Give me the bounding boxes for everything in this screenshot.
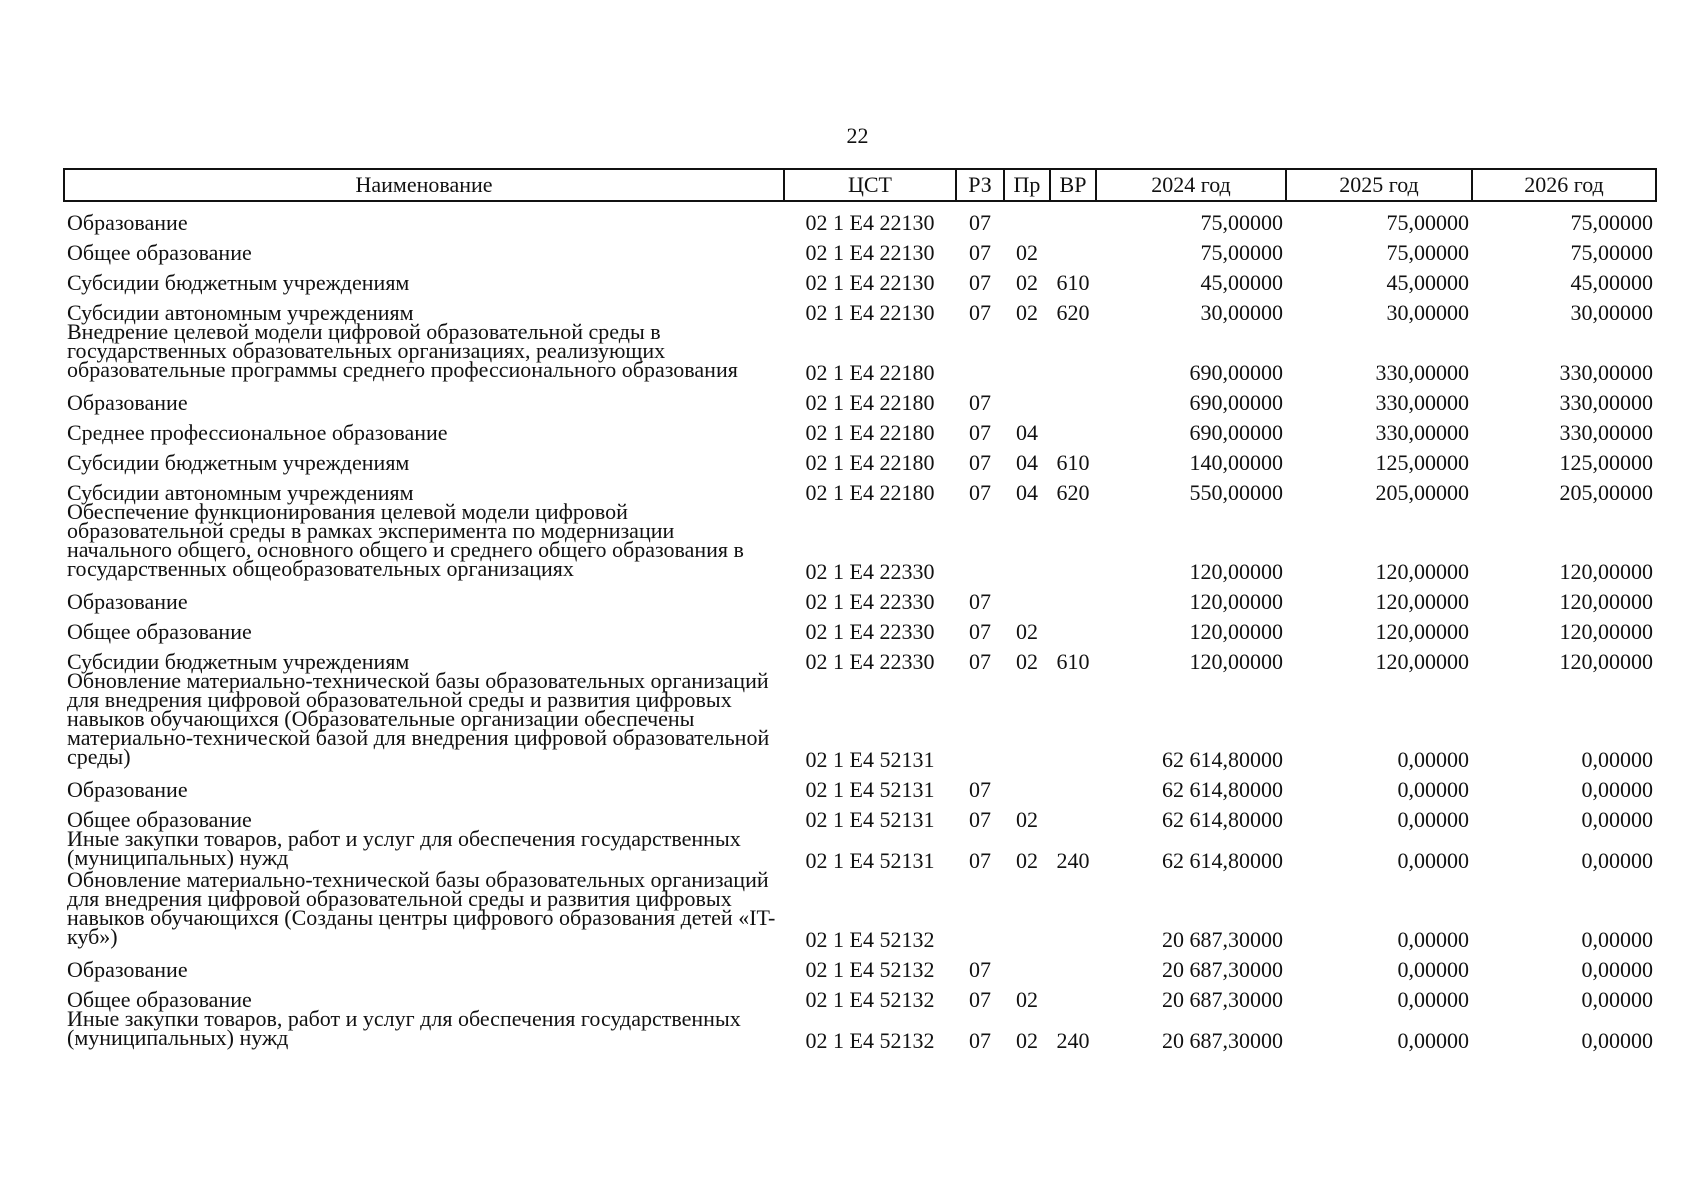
cell-vr <box>1050 949 1096 979</box>
cell-rz <box>956 502 1004 581</box>
table-row <box>64 949 1656 979</box>
cell-2026: 30,00000 <box>1570 300 1653 325</box>
cell-2025: 120,00000 <box>1375 619 1469 644</box>
cell-2025: 205,00000 <box>1375 480 1469 505</box>
cell-2025: 0,00000 <box>1397 807 1469 832</box>
table-row <box>64 201 1656 232</box>
cell-vr: 610 <box>1056 270 1090 295</box>
cell-2026: 0,00000 <box>1581 927 1653 952</box>
cell-2024: 62 614,80000 <box>1162 747 1283 772</box>
cell-pr <box>1004 870 1050 949</box>
cell-pr <box>1004 502 1050 581</box>
cell-2026: 0,00000 <box>1581 957 1653 982</box>
cell-name: Иные закупки товаров, работ и услуг для обеспечения государственных (муниципальных) нужд <box>67 1006 741 1050</box>
cell-cst: 02 1 Е4 22180 <box>805 450 935 475</box>
cell-rz: 07 <box>969 987 991 1012</box>
table-row <box>64 979 1656 1009</box>
cell-rz: 07 <box>969 957 991 982</box>
cell-name: Среднее профессиональное образование <box>67 420 448 445</box>
cell-name: Общее образование <box>67 619 252 644</box>
table-row <box>64 322 1656 382</box>
cell-name: Образование <box>67 957 188 982</box>
cell-2024: 120,00000 <box>1189 619 1283 644</box>
cell-2024: 140,00000 <box>1189 450 1283 475</box>
cell-2026: 0,00000 <box>1581 747 1653 772</box>
page-number: 22 <box>846 123 869 148</box>
cell-name: Субсидии бюджетным учреждениям <box>67 270 410 295</box>
cell-2024: 20 687,30000 <box>1162 987 1283 1012</box>
cell-vr <box>1050 769 1096 799</box>
cell-2026: 120,00000 <box>1559 589 1653 614</box>
cell-2025: 120,00000 <box>1375 559 1469 584</box>
cell-rz: 07 <box>969 649 991 674</box>
cell-2026: 330,00000 <box>1559 360 1653 385</box>
cell-cst: 02 1 Е4 52132 <box>805 987 935 1012</box>
table-row <box>64 442 1656 472</box>
cell-2024: 30,00000 <box>1200 300 1283 325</box>
table-row <box>64 382 1656 412</box>
cell-rz: 07 <box>969 589 991 614</box>
cell-2026: 0,00000 <box>1581 807 1653 832</box>
cell-cst: 02 1 Е4 22180 <box>805 480 935 505</box>
cell-vr <box>1050 232 1096 262</box>
cell-name: Образование <box>67 210 188 235</box>
cell-rz: 07 <box>969 450 991 475</box>
cell-cst: 02 1 Е4 52131 <box>805 807 935 832</box>
cell-rz: 07 <box>969 480 991 505</box>
cell-rz: 07 <box>969 270 991 295</box>
table-row <box>64 581 1656 611</box>
cell-name: Иные закупки товаров, работ и услуг для обеспечения государственных (муниципальных) нужд <box>67 826 741 870</box>
cell-2025: 330,00000 <box>1375 420 1469 445</box>
cell-2024: 120,00000 <box>1189 589 1283 614</box>
cell-name: Субсидии автономным учреждениям <box>67 300 414 325</box>
cell-2024: 20 687,30000 <box>1162 927 1283 952</box>
cell-cst: 02 1 Е4 52132 <box>805 957 935 982</box>
cell-2025: 330,00000 <box>1375 390 1469 415</box>
cell-2024: 690,00000 <box>1189 420 1283 445</box>
cell-2025: 75,00000 <box>1386 210 1469 235</box>
cell-name: Обновление материально-технической базы образовательных организаций для внедрения цифровой образовательной среды и развития цифровых навыков обучающихся (Образовательные организации обеспечены материально-технической базой для внедрения цифровой образовательной среды) <box>67 668 770 769</box>
cell-cst: 02 1 Е4 22330 <box>805 589 935 614</box>
cell-pr <box>1004 581 1050 611</box>
cell-name: Общее образование <box>67 240 252 265</box>
cell-rz: 07 <box>969 1028 991 1053</box>
cell-cst: 02 1 Е4 52131 <box>805 848 935 873</box>
cell-cst: 02 1 Е4 22330 <box>805 649 935 674</box>
cell-vr <box>1050 611 1096 641</box>
cell-2025: 0,00000 <box>1397 957 1469 982</box>
cell-name: Обеспечение функционирования целевой модели цифровой образовательной среды в рамках эксперимента по модернизации начального общего, основного общего и среднего общего образования в государственных общеобразовательных организациях <box>67 499 744 581</box>
cell-vr <box>1050 979 1096 1009</box>
cell-rz <box>956 671 1004 769</box>
table-row <box>64 611 1656 641</box>
cell-vr <box>1050 322 1096 382</box>
header-cst: ЦСТ <box>784 169 956 201</box>
cell-pr: 04 <box>1016 480 1038 505</box>
cell-rz <box>956 322 1004 382</box>
cell-cst: 02 1 Е4 22130 <box>805 270 935 295</box>
header-vr: ВР <box>1050 169 1096 201</box>
cell-pr: 02 <box>1016 807 1038 832</box>
cell-pr: 02 <box>1016 649 1038 674</box>
cell-vr: 610 <box>1056 649 1090 674</box>
cell-pr: 02 <box>1016 619 1038 644</box>
cell-pr <box>1004 382 1050 412</box>
cell-vr <box>1050 799 1096 829</box>
cell-vr: 620 <box>1056 480 1090 505</box>
cell-2026: 120,00000 <box>1559 619 1653 644</box>
table-row <box>64 829 1656 870</box>
cell-cst: 02 1 Е4 22130 <box>805 210 935 235</box>
cell-2024: 20 687,30000 <box>1162 957 1283 982</box>
cell-pr: 02 <box>1016 848 1038 873</box>
cell-rz: 07 <box>969 807 991 832</box>
cell-2025: 0,00000 <box>1397 987 1469 1012</box>
cell-name: Субсидии бюджетным учреждениям <box>67 649 410 674</box>
cell-2025: 75,00000 <box>1386 240 1469 265</box>
cell-pr <box>1004 201 1050 232</box>
cell-2024: 550,00000 <box>1189 480 1283 505</box>
cell-name: Общее образование <box>67 807 252 832</box>
table-row <box>64 870 1656 949</box>
cell-cst: 02 1 Е4 22180 <box>805 390 935 415</box>
cell-2024: 20 687,30000 <box>1162 1028 1283 1053</box>
cell-2024: 62 614,80000 <box>1162 777 1283 802</box>
cell-2024: 120,00000 <box>1189 649 1283 674</box>
cell-2026: 0,00000 <box>1581 777 1653 802</box>
cell-rz <box>956 870 1004 949</box>
cell-2024: 62 614,80000 <box>1162 807 1283 832</box>
cell-cst: 02 1 Е4 52131 <box>805 777 935 802</box>
cell-2025: 125,00000 <box>1375 450 1469 475</box>
cell-2026: 75,00000 <box>1570 210 1653 235</box>
cell-2024: 690,00000 <box>1189 360 1283 385</box>
cell-2026: 120,00000 <box>1559 649 1653 674</box>
cell-rz: 07 <box>969 420 991 445</box>
cell-pr: 02 <box>1016 1028 1038 1053</box>
cell-2026: 330,00000 <box>1559 420 1653 445</box>
table-row <box>64 641 1656 671</box>
header-name: Наименование <box>64 169 784 201</box>
cell-2024: 75,00000 <box>1200 210 1283 235</box>
cell-2024: 120,00000 <box>1189 559 1283 584</box>
cell-vr <box>1050 201 1096 232</box>
cell-2026: 120,00000 <box>1559 559 1653 584</box>
cell-2026: 45,00000 <box>1570 270 1653 295</box>
cell-2025: 45,00000 <box>1386 270 1469 295</box>
cell-vr <box>1050 412 1096 442</box>
cell-2026: 75,00000 <box>1570 240 1653 265</box>
cell-2025: 120,00000 <box>1375 649 1469 674</box>
table-row <box>64 1009 1656 1050</box>
cell-name: Образование <box>67 777 188 802</box>
cell-name: Субсидии автономным учреждениям <box>67 480 414 505</box>
table-row <box>64 412 1656 442</box>
cell-rz: 07 <box>969 619 991 644</box>
table-body <box>64 201 1656 1053</box>
table-row <box>64 262 1656 292</box>
cell-vr <box>1050 671 1096 769</box>
table-row <box>64 502 1656 581</box>
cell-pr <box>1004 949 1050 979</box>
cell-cst: 02 1 Е4 52132 <box>805 1028 935 1053</box>
cell-pr <box>1004 671 1050 769</box>
cell-2026: 330,00000 <box>1559 390 1653 415</box>
cell-name: Субсидии бюджетным учреждениям <box>67 450 410 475</box>
cell-cst: 02 1 Е4 22330 <box>805 559 935 584</box>
header-2025: 2025 год <box>1286 169 1472 201</box>
cell-rz: 07 <box>969 777 991 802</box>
cell-cst: 02 1 Е4 52132 <box>805 927 935 952</box>
budget-table <box>63 168 1657 1053</box>
cell-pr: 02 <box>1016 270 1038 295</box>
cell-pr: 02 <box>1016 300 1038 325</box>
cell-vr <box>1050 382 1096 412</box>
table-row <box>64 292 1656 322</box>
header-2026: 2026 год <box>1472 169 1656 201</box>
cell-2026: 125,00000 <box>1559 450 1653 475</box>
cell-vr: 240 <box>1056 848 1090 873</box>
header-2024: 2024 год <box>1096 169 1286 201</box>
cell-2025: 0,00000 <box>1397 747 1469 772</box>
cell-2025: 30,00000 <box>1386 300 1469 325</box>
header-rz: РЗ <box>956 169 1004 201</box>
cell-2026: 205,00000 <box>1559 480 1653 505</box>
cell-rz: 07 <box>969 390 991 415</box>
cell-vr <box>1050 870 1096 949</box>
cell-name: Обновление материально-технической базы образовательных организаций для внедрения цифровой образовательной среды и развития цифровых навыков обучающихся (Созданы центры цифрового образования детей «IT-куб») <box>67 867 776 949</box>
cell-pr: 04 <box>1016 420 1038 445</box>
cell-rz: 07 <box>969 848 991 873</box>
cell-rz: 07 <box>969 210 991 235</box>
cell-2024: 75,00000 <box>1200 240 1283 265</box>
cell-pr: 04 <box>1016 450 1038 475</box>
cell-cst: 02 1 Е4 22130 <box>805 240 935 265</box>
cell-pr: 02 <box>1016 987 1038 1012</box>
table-row <box>64 769 1656 799</box>
cell-cst: 02 1 Е4 22180 <box>805 420 935 445</box>
cell-name: Образование <box>67 589 188 614</box>
cell-cst: 02 1 Е4 22130 <box>805 300 935 325</box>
cell-pr: 02 <box>1016 240 1038 265</box>
cell-2024: 45,00000 <box>1200 270 1283 295</box>
table-row <box>64 232 1656 262</box>
cell-2025: 120,00000 <box>1375 589 1469 614</box>
cell-2024: 62 614,80000 <box>1162 848 1283 873</box>
cell-2025: 330,00000 <box>1375 360 1469 385</box>
cell-cst: 02 1 Е4 52131 <box>805 747 935 772</box>
cell-vr: 610 <box>1056 450 1090 475</box>
table-header-row <box>64 169 1656 201</box>
cell-cst: 02 1 Е4 22330 <box>805 619 935 644</box>
cell-pr <box>1004 769 1050 799</box>
cell-vr <box>1050 581 1096 611</box>
cell-name: Внедрение целевой модели цифровой образовательной среды в государственных образовательных организациях, реализующих образовательные программы среднего профессионального образования <box>67 319 738 382</box>
cell-2025: 0,00000 <box>1397 777 1469 802</box>
cell-2024: 690,00000 <box>1189 390 1283 415</box>
cell-rz: 07 <box>969 300 991 325</box>
cell-cst: 02 1 Е4 22180 <box>805 360 935 385</box>
cell-name: Образование <box>67 390 188 415</box>
header-pr: Пр <box>1004 169 1050 201</box>
cell-vr <box>1050 502 1096 581</box>
table-row <box>64 671 1656 769</box>
cell-2025: 0,00000 <box>1397 848 1469 873</box>
cell-2025: 0,00000 <box>1397 1028 1469 1053</box>
table-row <box>64 799 1656 829</box>
cell-2026: 0,00000 <box>1581 987 1653 1012</box>
cell-2025: 0,00000 <box>1397 927 1469 952</box>
cell-vr: 620 <box>1056 300 1090 325</box>
cell-name: Общее образование <box>67 987 252 1012</box>
cell-rz: 07 <box>969 240 991 265</box>
cell-2026: 0,00000 <box>1581 848 1653 873</box>
cell-pr <box>1004 322 1050 382</box>
table-row <box>64 472 1656 502</box>
cell-vr: 240 <box>1056 1028 1090 1053</box>
cell-2026: 0,00000 <box>1581 1028 1653 1053</box>
